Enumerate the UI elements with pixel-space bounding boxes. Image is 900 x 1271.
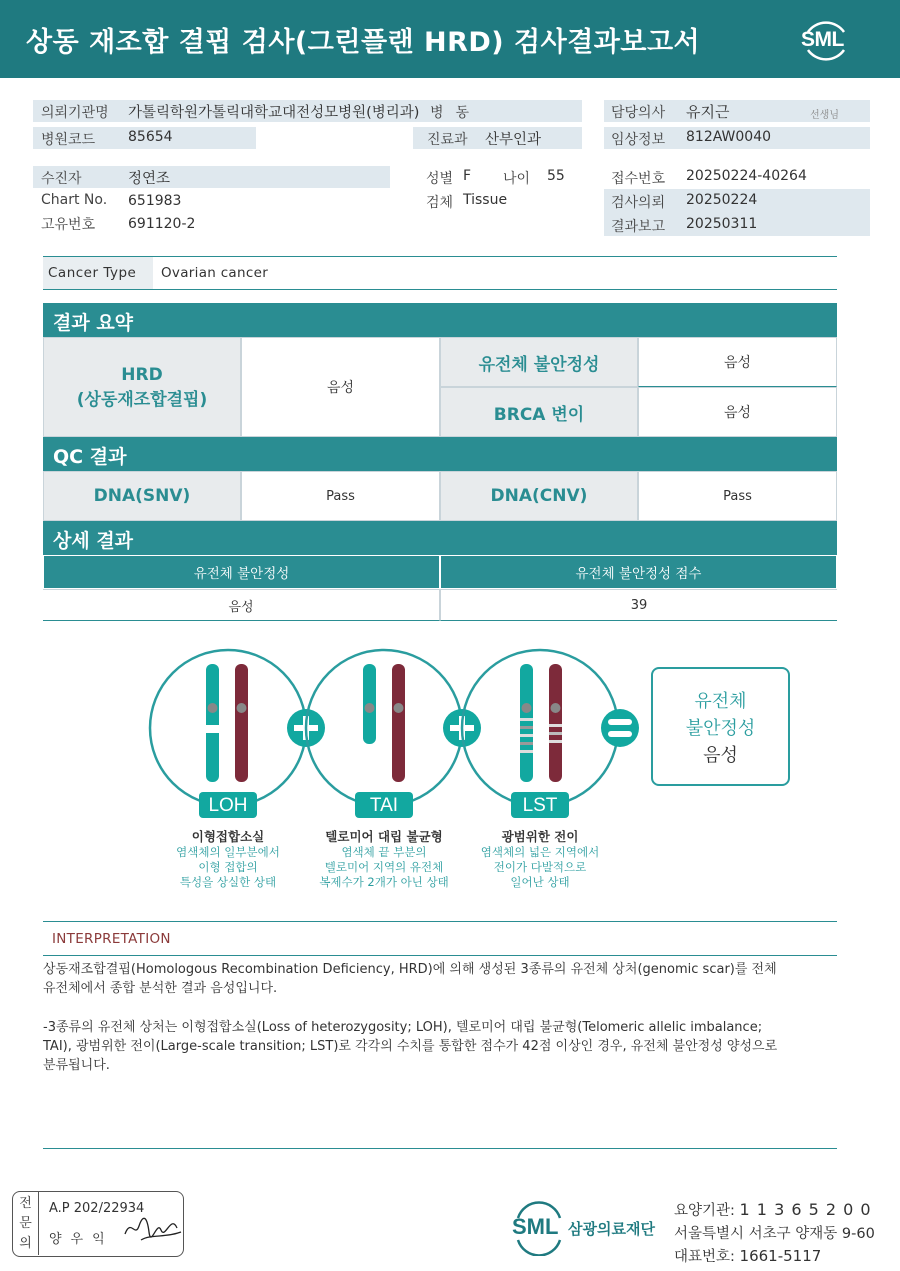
interp-p1-line2: 유전체에서 종합 분석한 결과 음성입니다.	[43, 981, 278, 996]
interpretation-paragraph-1	[43, 960, 843, 998]
department-value: 산부인과	[485, 132, 542, 148]
unique-no-label: 고유번호	[41, 217, 96, 233]
snv-label-cell: DNA(SNV)	[43, 471, 241, 521]
report-header	[0, 0, 900, 78]
hrd-label-main: HRD	[121, 364, 163, 385]
tai-circle-group	[306, 650, 462, 818]
loh-chromosome-maroon	[235, 664, 248, 782]
receipt-no-label: 접수번호	[611, 171, 666, 187]
cancer-type-label: Cancer Type	[43, 257, 153, 289]
lst-centromere-1	[522, 703, 532, 713]
loh-tag: LOH	[208, 795, 248, 816]
interpretation-title: INTERPRETATION	[52, 931, 171, 947]
sml-org-logo-text: SML	[512, 1214, 559, 1239]
loh-circle-group	[150, 650, 306, 818]
hrd-label-cell	[43, 337, 241, 437]
tai-desc-3: 복제수가 2개가 아닌 상태	[319, 875, 449, 889]
clinical-info-value: 812AW0040	[686, 129, 772, 145]
tai-description	[304, 828, 464, 890]
lst-tag: LST	[522, 795, 558, 816]
receipt-no-value: 20250224-40264	[686, 168, 807, 184]
care-label: 요양기관:	[674, 1203, 735, 1219]
result-text	[652, 688, 789, 769]
hospital-code-value: 85654	[128, 129, 173, 145]
hrd-value-cell: 음성	[241, 337, 440, 437]
lst-desc-3: 일어난 상태	[510, 875, 570, 889]
qc-section-title: QC 결과	[43, 437, 837, 471]
detail-col1-value: 음성	[43, 589, 440, 621]
request-date-label: 검사의뢰	[611, 195, 666, 211]
loh-description	[148, 828, 308, 890]
interp-p1-line1: 상동재조합결핍(Homologous Recombination Deficiency, HRD)에 의해 생성된 3종류의 유전체 상처(genomic scar)를 전체	[43, 962, 777, 977]
equals-icon	[601, 709, 639, 747]
interp-p2-line1: -3종류의 유전체 상처는 이형접합소실(Loss of heterozygosity; LOH), 텔로미어 대립 불균형(Telomeric allelic imbalance;	[43, 1020, 763, 1035]
stamp-ap-number: A.P 202/22934	[49, 1201, 145, 1216]
chart-no-value: 651983	[128, 193, 182, 209]
tai-desc-2: 텔로미어 지역의 유전체	[324, 860, 444, 874]
report-date-label: 결과보고	[611, 219, 666, 235]
lst-ring	[462, 650, 618, 806]
report-date-value: 20250311	[686, 216, 758, 232]
lst-circle-group	[462, 650, 618, 818]
interp-p2-line2: TAI), 광범위한 전이(Large-scale transition; LST)로 각각의 수치를 통합한 점수가 42점 이상인 경우, 유전체 불안정성 양성으로	[43, 1039, 778, 1054]
summary-section-title: 결과 요약	[43, 303, 837, 337]
stamp-vertical-text: 전문의	[19, 1196, 32, 1251]
cancer-type-row	[43, 256, 837, 290]
lst-chromosome-maroon	[549, 664, 562, 782]
doctor-label: 담당의사	[611, 105, 666, 121]
loh-desc-1: 염색체의 일부분에서	[176, 845, 280, 859]
care-institution	[674, 1199, 872, 1220]
interpretation-top-line	[43, 921, 837, 922]
ward-label: 병동	[430, 105, 482, 121]
lst-description	[460, 828, 620, 890]
lst-desc-2: 전이가 다발적으로	[493, 860, 587, 874]
gi-label-cell: 유전체 불안정성	[440, 337, 638, 387]
gi-value-cell: 음성	[638, 337, 837, 387]
specialist-stamp	[12, 1191, 184, 1257]
brca-value-cell: 음성	[638, 387, 837, 437]
stamp-name: 양우익	[49, 1232, 114, 1247]
sml-logo: SML	[801, 28, 844, 51]
lst-desc-1: 염색체의 넓은 지역에서	[480, 845, 600, 859]
specimen-value: Tissue	[463, 192, 508, 208]
tai-desc-1: 염색체 끝 부분의	[341, 845, 427, 859]
unique-no-value: 691120-2	[128, 216, 196, 232]
doctor-value: 유지근	[686, 103, 730, 121]
interp-p2-line3: 분류됩니다.	[43, 1058, 110, 1073]
clinical-info-label: 임상정보	[611, 132, 666, 148]
org-value: 가톨릭학원가톨릭대학교대전성모병원(병리과)	[128, 105, 420, 121]
patient-value: 정연조	[128, 171, 171, 187]
signature-icon	[121, 1208, 185, 1248]
lst-name: 광범위한 전이	[501, 829, 579, 844]
tai-ring	[306, 650, 462, 806]
detail-col1-header: 유전체 불안정성	[43, 555, 440, 589]
phone-row	[674, 1245, 821, 1266]
doctor-suffix: 선생님	[810, 110, 839, 121]
shade-patient	[33, 166, 390, 188]
loh-gap	[206, 725, 219, 733]
detail-col2-value: 39	[440, 589, 837, 621]
tai-centromere-2	[394, 703, 404, 713]
detail-section-title: 상세 결과	[43, 521, 837, 555]
patient-label: 수진자	[41, 171, 82, 187]
result-line-3: 음성	[703, 745, 738, 766]
care-number: 1 1 3 6 5 2 0 0	[739, 1200, 872, 1219]
cnv-value-cell: Pass	[638, 471, 837, 521]
org-name: 삼광의료재단	[568, 1220, 655, 1238]
phone-label: 대표번호:	[674, 1249, 735, 1265]
phone-number: 1661-5117	[739, 1247, 822, 1265]
tai-centromere-1	[365, 703, 375, 713]
hrd-label-sub: (상동재조합결핍)	[76, 389, 208, 410]
sex-value: F	[463, 168, 472, 184]
detail-col2-header: 유전체 불안정성 점수	[440, 555, 837, 589]
loh-name: 이형접합소실	[191, 829, 265, 844]
loh-centromere-2	[237, 703, 247, 713]
lst-chromosome-teal	[520, 664, 533, 782]
sex-label: 성별	[426, 171, 454, 187]
age-label: 나이	[503, 171, 531, 187]
address: 서울특별시 서초구 양재동 9-60	[674, 1226, 875, 1242]
org-label: 의뢰기관명	[41, 105, 109, 121]
chart-no-label: Chart No.	[41, 192, 108, 208]
tai-chromosome-maroon	[392, 664, 405, 782]
specimen-label: 검체	[426, 195, 454, 211]
age-value: 55	[547, 168, 565, 184]
tai-name: 텔로미어 대립 불균형	[325, 829, 443, 844]
interpretation-end-line	[43, 1148, 837, 1149]
stamp-vertical-label	[13, 1192, 39, 1255]
brca-label-cell: BRCA 변이	[440, 387, 638, 437]
department-label: 진료과	[427, 132, 468, 148]
lst-centromere-2	[551, 703, 561, 713]
snv-value-cell: Pass	[241, 471, 440, 521]
loh-ring	[150, 650, 306, 806]
hospital-code-label: 병원코드	[41, 132, 96, 148]
cancer-type-value: Ovarian cancer	[161, 265, 269, 281]
tai-tag: TAI	[369, 795, 399, 816]
interpretation-paragraph-2	[43, 1018, 843, 1075]
report-title: 상동 재조합 결핍 검사(그린플랜 HRD) 검사결과보고서	[26, 27, 701, 58]
request-date-value: 20250224	[686, 192, 758, 208]
loh-desc-2: 이형 접합의	[198, 860, 258, 874]
loh-desc-3: 특성을 상실한 상태	[179, 875, 277, 889]
loh-chromosome-teal	[206, 664, 219, 782]
cnv-label-cell: DNA(CNV)	[440, 471, 638, 521]
loh-centromere-1	[208, 703, 218, 713]
interpretation-divider	[43, 955, 837, 956]
result-line-2: 불안정성	[685, 718, 756, 739]
result-line-1: 유전체	[694, 691, 747, 712]
